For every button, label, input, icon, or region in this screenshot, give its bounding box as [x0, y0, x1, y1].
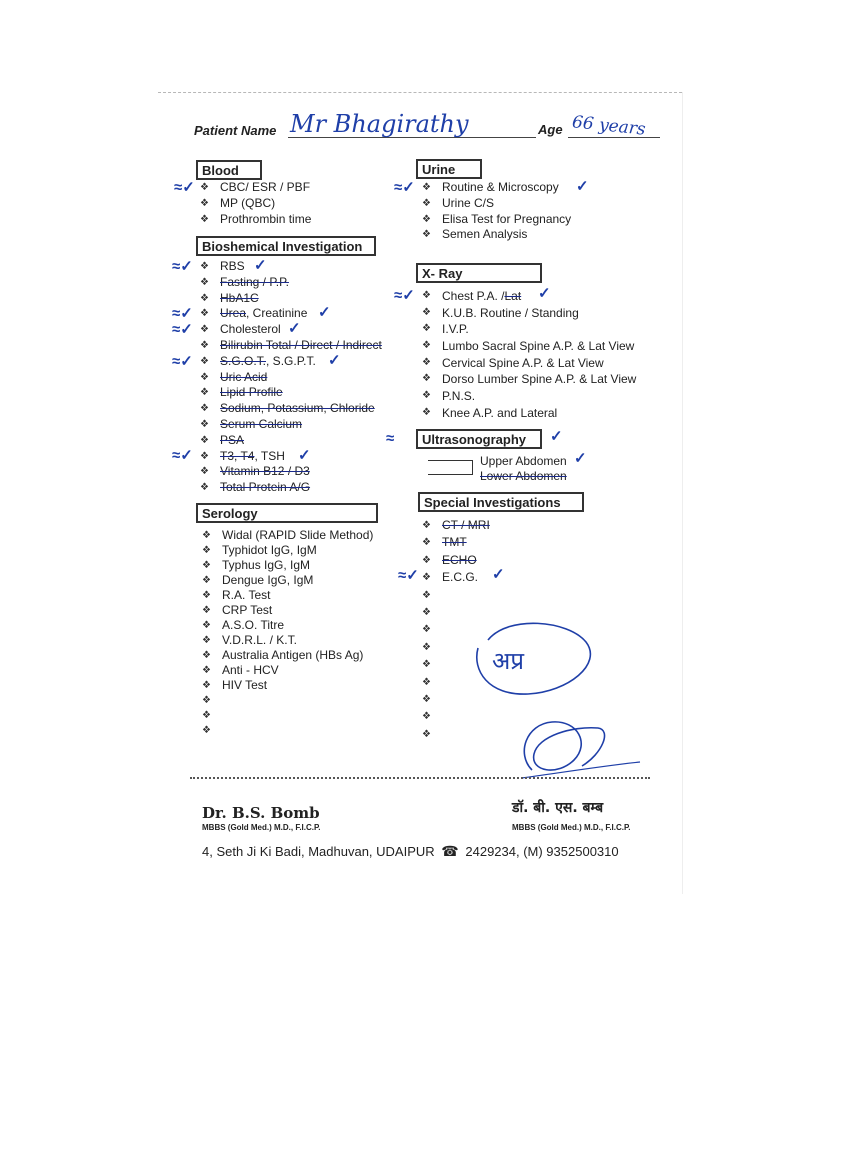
check-mark-icon: ≈ — [386, 430, 395, 447]
check-mark-icon: ≈✓ — [172, 305, 193, 322]
list-item: ❖ Urine C/S — [422, 196, 571, 212]
list-item: ❖ Uric Acid — [200, 370, 382, 386]
usg-upper-abdomen: Upper Abdomen — [480, 454, 567, 468]
list-item: ❖ Bilirubin Total / Direct / Indirect — [200, 338, 382, 354]
blood-heading: Blood — [196, 160, 262, 180]
xray-heading: X- Ray — [416, 263, 542, 283]
check-mark-icon: ≈✓ — [398, 567, 419, 584]
top-edge-line — [158, 92, 682, 99]
list-item: ❖ E.C.G. — [422, 569, 490, 586]
age-label: Age — [538, 122, 563, 137]
list-item: ❖ HIV Test — [202, 678, 373, 693]
usg-heading: Ultrasonography — [416, 429, 542, 449]
check-mark-icon: ✓ — [538, 285, 551, 302]
check-mark-icon: ≈✓ — [172, 353, 193, 370]
check-mark-icon: ≈✓ — [172, 321, 193, 338]
list-item: ❖ K.U.B. Routine / Standing — [422, 305, 636, 322]
list-item: ❖ PSA — [200, 433, 382, 449]
check-mark-icon: ≈✓ — [172, 447, 193, 464]
list-item: ❖ P.N.S. — [422, 388, 636, 405]
list-item: ❖ ECHO — [422, 552, 490, 569]
list-item — [422, 587, 490, 604]
blood-list — [200, 180, 311, 227]
clinic-address — [202, 843, 619, 860]
list-item — [202, 693, 373, 708]
check-mark-icon: ✓ — [328, 352, 341, 369]
list-item: ❖ Sodium, Potassium, Chloride — [200, 401, 382, 417]
doctor-degree-hindi: MBBS (Gold Med.) M.D., F.I.C.P. — [512, 823, 631, 832]
list-item — [422, 708, 490, 725]
address-text: 4, Seth Ji Ki Badi, Madhuvan, UDAIPUR — [202, 844, 435, 859]
list-item: ❖ CT / MRI — [422, 517, 490, 534]
serology-list — [202, 528, 373, 738]
list-item: ❖ TMT — [422, 534, 490, 551]
telephone-icon: ☎ — [441, 843, 459, 859]
list-item: ❖ Prothrombin time — [200, 212, 311, 228]
list-item: ❖ Widal (RAPID Slide Method) — [202, 528, 373, 543]
handwritten-note-loop — [468, 620, 608, 710]
list-item: ❖ Chest P.A. /Lat — [422, 288, 636, 305]
list-item: ❖ Knee A.P. and Lateral — [422, 405, 636, 422]
prescription-sheet — [158, 92, 683, 894]
list-item: ❖ HbA1C — [200, 291, 382, 307]
special-heading: Special Investigations — [418, 492, 584, 512]
list-item: ❖ RBS — [200, 259, 382, 275]
list-item: ❖ Fasting / P.P. — [200, 275, 382, 291]
list-item: ❖ Semen Analysis — [422, 227, 571, 243]
urine-list — [422, 180, 571, 243]
check-mark-icon: ≈✓ — [394, 287, 415, 304]
list-item: ❖ Anti - HCV — [202, 663, 373, 678]
doctor-name-english: Dr. B.S. Bomb — [202, 804, 320, 822]
signature — [512, 714, 642, 784]
list-item: ❖ Routine & Microscopy — [422, 180, 571, 196]
list-item: ❖ Dengue IgG, IgM — [202, 573, 373, 588]
list-item: ❖ Cervical Spine A.P. & Lat View — [422, 355, 636, 372]
age-line — [568, 137, 660, 138]
list-item: ❖ Lipid Profile — [200, 385, 382, 401]
patient-name-value: Mr Bhagirathy — [290, 110, 469, 138]
check-mark-icon: ≈✓ — [394, 179, 415, 196]
check-mark-icon: ≈✓ — [174, 179, 195, 196]
list-item: ❖ Dorso Lumber Spine A.P. & Lat View — [422, 371, 636, 388]
serology-heading: Serology — [196, 503, 378, 523]
list-item: ❖ I.V.P. — [422, 321, 636, 338]
phone-numbers: 2429234, (M) 9352500310 — [465, 844, 619, 859]
doctor-name-hindi: डॉ. बी. एस. बम्ब — [512, 800, 604, 816]
list-item: ❖ Total Protein A/G — [200, 480, 382, 496]
biochem-heading: Bioshemical Investigation — [196, 236, 376, 256]
list-item: ❖ V.D.R.L. / K.T. — [202, 633, 373, 648]
list-item: ❖ Vitamin B12 / D3 — [200, 464, 382, 480]
check-mark-icon: ✓ — [318, 304, 331, 321]
check-mark-icon: ✓ — [576, 178, 589, 195]
list-item: ❖ CRP Test — [202, 603, 373, 618]
list-item: ❖ Australia Antigen (HBs Ag) — [202, 648, 373, 663]
list-item: ❖ CBC/ ESR / PBF — [200, 180, 311, 196]
check-mark-icon: ✓ — [288, 320, 301, 337]
footer-divider — [190, 777, 650, 779]
check-mark-icon: ✓ — [298, 447, 311, 464]
list-item: ❖ S.G.O.T., S.G.P.T. — [200, 354, 382, 370]
list-item: ❖ Elisa Test for Pregnancy — [422, 212, 571, 228]
list-item: ❖ Serum Calcium — [200, 417, 382, 433]
list-item — [422, 726, 490, 743]
usg-lower-abdomen: Lower Abdomen — [480, 469, 567, 483]
check-mark-icon: ✓ — [492, 566, 505, 583]
xray-list — [422, 285, 637, 422]
patient-name-label: Patient Name — [194, 123, 277, 138]
check-mark-icon: ≈✓ — [172, 258, 193, 275]
list-item — [422, 604, 490, 621]
check-mark-icon: ✓ — [254, 257, 267, 274]
list-item: ❖ T3, T4, TSH — [200, 449, 382, 465]
list-item: ❖ Typhus IgG, IgM — [202, 558, 373, 573]
doctor-degree-english: MBBS (Gold Med.) M.D., F.I.C.P. — [202, 823, 321, 832]
list-item: ❖ Urea, Creatinine — [200, 306, 382, 322]
list-item: ❖ Typhidot IgG, IgM — [202, 543, 373, 558]
usg-checkbox — [428, 460, 473, 475]
list-item — [202, 723, 373, 738]
check-mark-icon: ✓ — [550, 428, 563, 445]
check-mark-icon: ✓ — [574, 450, 587, 467]
list-item: ❖ R.A. Test — [202, 588, 373, 603]
handwritten-hindi-note: अप्र — [492, 647, 524, 675]
list-item: ❖ MP (QBC) — [200, 196, 311, 212]
list-item: ❖ A.S.O. Titre — [202, 618, 373, 633]
list-item: ❖ Lumbo Sacral Spine A.P. & Lat View — [422, 338, 636, 355]
list-item: ❖ Cholesterol — [200, 322, 382, 338]
age-value: 66 years — [571, 112, 647, 140]
biochem-list — [200, 259, 382, 496]
list-item — [202, 708, 373, 723]
urine-heading: Urine — [416, 159, 482, 179]
